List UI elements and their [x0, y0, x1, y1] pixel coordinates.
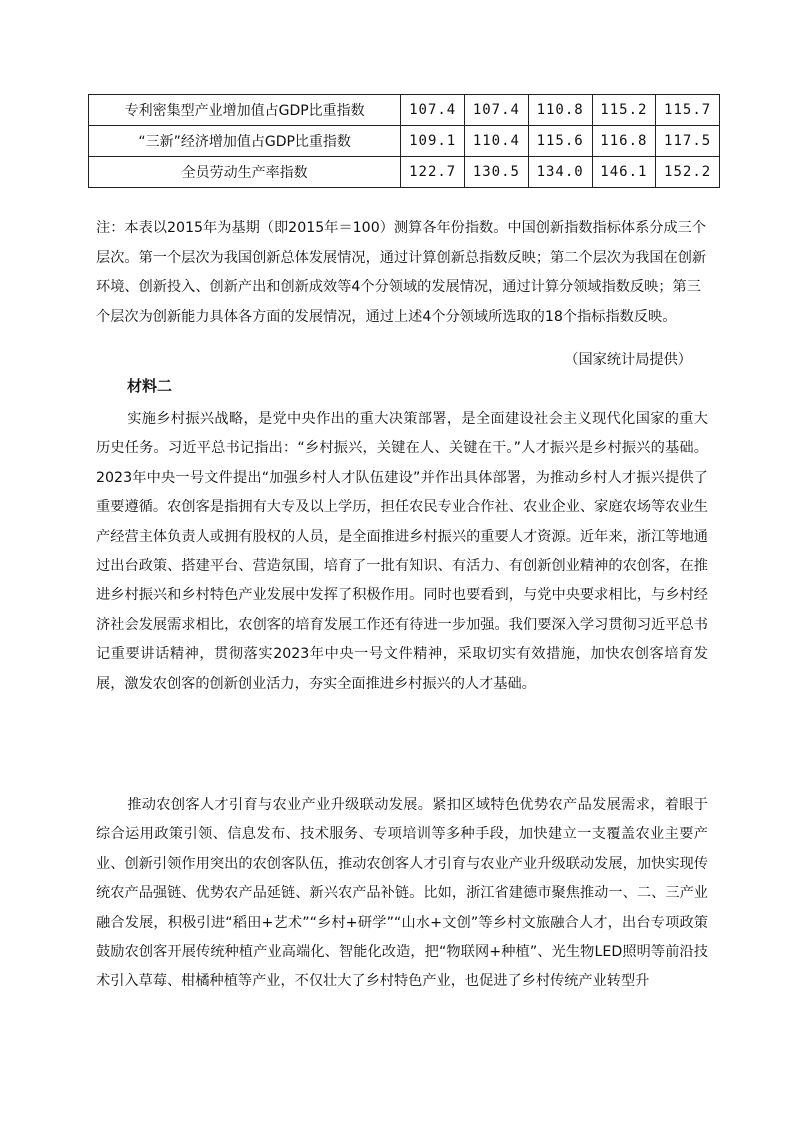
row-label: “三新”经济增加值占GDP比重指数 [89, 126, 401, 157]
section-title: 材料二 [127, 377, 173, 395]
table-row [89, 95, 720, 126]
source-attribution: （国家统计局提供） [564, 352, 692, 368]
table-cell: 152.2 [656, 157, 720, 188]
table-row [89, 126, 720, 157]
table-cell: 110.8 [528, 95, 592, 126]
table-cell: 134.0 [528, 157, 592, 188]
table-cell: 107.4 [465, 95, 529, 126]
row-label: 专利密集型产业增加值占GDP比重指数 [89, 95, 401, 126]
table-cell: 115.7 [656, 95, 720, 126]
table-row [89, 157, 720, 188]
body-paragraph: 实施乡村振兴战略，是党中央作出的重大决策部署，是全面建设社会主义现代化国家的重大历史任务。习近平总书记指出：“乡村振兴，关键在人、关键在干。”人才振兴是乡村振兴的基础。2023年中央一号文件提出“加强乡村人才队伍建设”并作出具体部署，为推动乡村人才振兴提供了重要遵循。农创客是指拥有大专及以上学历，担任农民专业合作社、农业企业、家庭农场等农业生产经营主体负责人或拥有股权的人员，是全面推进乡村振兴的重要人才资源。近年来，浙江等地通过出台政策、搭建平台、营造氛围，培育了一批有知识、有活力、有创新创业精神的农创客，在推进乡村振兴和乡村特色产业发展中发挥了积极作用。同时也要看到，与党中央要求相比，与乡村经济社会发展需求相比，农创客的培育发展工作还有待进一步加强。我们要深入学习贯彻习近平总书记重要讲话精神，贯彻落实2023年中央一号文件精神，采取切实有效措施，加快农创客培育发展，激发农创客的创新创业活力，夯实全面推进乡村振兴的人才基础。 [96, 411, 708, 692]
table-cell: 110.4 [465, 126, 529, 157]
table-cell: 116.8 [592, 126, 656, 157]
table-cell: 117.5 [656, 126, 720, 157]
table-cell: 115.6 [528, 126, 592, 157]
table-cell: 115.2 [592, 95, 656, 126]
body-paragraph: 推动农创客人才引育与农业产业升级联动发展。紧扣区域特色优势农产品发展需求，着眼于综合运用政策引领、信息发布、技术服务、专项培训等多种手段，加快建立一支覆盖农业主要产业、创新引领作用突出的农创客队伍，推动农创客人才引育与农业产业升级联动发展，加快实现传统农产品强链、优势农产品延链、新兴农产品补链。比如，浙江省建德市聚焦推动一、二、三产业融合发展，积极引进“稻田+艺术”“乡村+研学”“山水+文创”等乡村文旅融合人才，出台专项政策鼓励农创客开展传统种植产业高端化、智能化改造，把“物联网+种植”、光生物LED照明等前沿技术引入草莓、柑橘种植等产业，不仅壮大了乡村特色产业，也促进了乡村传统产业转型升 [96, 797, 708, 990]
table-cell: 109.1 [401, 126, 465, 157]
index-table [88, 94, 720, 188]
table-cell: 107.4 [401, 95, 465, 126]
table-cell: 130.5 [465, 157, 529, 188]
row-label: 全员劳动生产率指数 [89, 157, 401, 188]
table-note: 注：本表以2015年为基期（即2015年＝100）测算各年份指数。中国创新指数指标体系分成三个层次。第一个层次为我国创新总体发展情况，通过计算创新总指数反映；第二个层次为我国在创新环境、创新投入、创新产出和创新成效等4个分领域的发展情况，通过计算分领域指数反映；第三个层次为创新能力具体各方面的发展情况，通过上述4个分领域所选取的18个指标指数反映。 [96, 220, 707, 325]
table-cell: 122.7 [401, 157, 465, 188]
table-cell: 146.1 [592, 157, 656, 188]
